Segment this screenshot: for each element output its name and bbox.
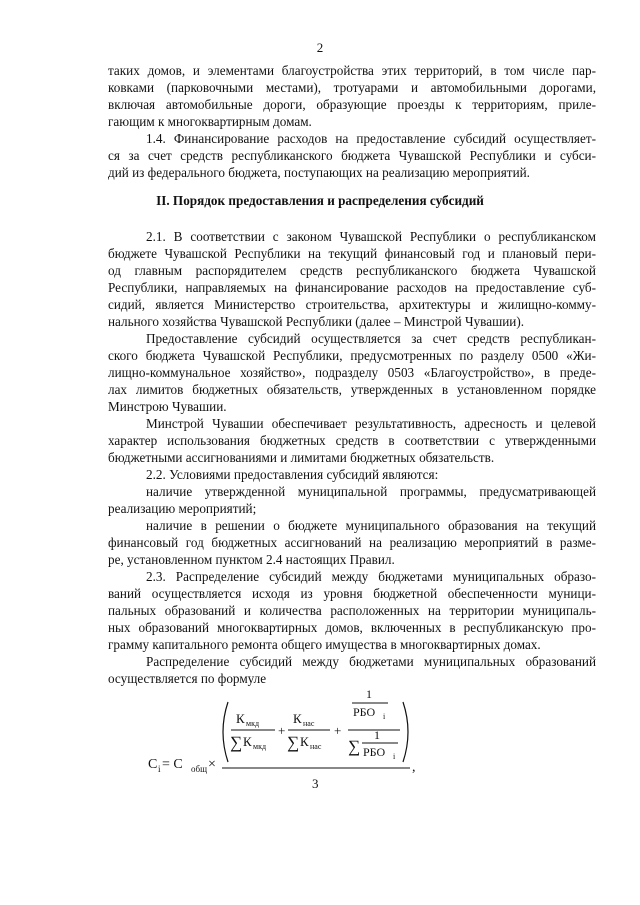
text-line: Предоставление субсидий осуществляется за счет средств республикан- — [146, 331, 596, 346]
text-line: дий из федерального бюджета, поступающих на реализацию мероприятий. — [108, 165, 530, 180]
text-line: лищно-коммунальное хозяйство», подразделу 0503 «Благоустройство», в преде- — [108, 365, 596, 380]
text-line: гающим к многоквартирным домам. — [108, 114, 312, 129]
plus-2: + — [334, 723, 342, 738]
text-line: ных образований многоквартирных домов, включенных в республиканскую про- — [108, 620, 596, 635]
text-line: нального хозяйства Чувашской Республики (далее – Минстрой Чувашии). — [108, 314, 525, 329]
k-mkd-den-sub: мкд — [253, 742, 267, 751]
formula-c: С — [148, 757, 158, 772]
text-line: финансовый год бюджетных ассигнований на реализацию мероприятий в разме- — [108, 535, 596, 550]
one-bottom: 1 — [374, 728, 380, 742]
formula-obsh-sub: общ — [191, 764, 208, 774]
text-line: ского бюджета Чувашской Республики, предусмотренных по разделу 0500 «Жи- — [108, 348, 596, 363]
section-heading: II. Порядок предоставления и распределения субсидий — [156, 193, 484, 208]
text-line: ковками (парковочными местами), тротуарами и автомобильными дорогами, — [108, 80, 596, 95]
text-line: Распределение субсидий между бюджетами муниципальных образований — [146, 654, 596, 669]
formula-times: × — [208, 757, 216, 772]
one-top: 1 — [366, 687, 372, 701]
text-line: 2.3. Распределение субсидий между бюджетами муниципальных образо- — [146, 569, 596, 584]
text-line: пальных образований и количества расположенных на территории муниципаль- — [108, 603, 596, 618]
rbo-bottom-sub: i — [393, 752, 396, 761]
rbo-top-sub: i — [383, 712, 386, 721]
text-line: Республики, направляемых на финансирование расходов на предоставление суб- — [108, 280, 596, 295]
text-line: грамму капитального ремонта общего имущества в многоквартирных домах. — [108, 637, 541, 652]
text-line: 2.1. В соответствии с законом Чувашской Республики о республиканском — [146, 229, 596, 244]
denominator-three: 3 — [312, 776, 319, 791]
formula-comma: , — [412, 760, 416, 775]
k-mkd-num-sub: мкд — [246, 719, 260, 728]
text-line: осуществляется по формуле — [108, 671, 267, 686]
rbo-bottom: РБО — [363, 745, 386, 759]
text-line: реализацию мероприятий; — [108, 501, 257, 516]
sum-sign-1: ∑ — [230, 733, 243, 752]
k-nas-den-sub: нас — [310, 742, 322, 751]
text-line: 1.4. Финансирование расходов на предоставление субсидий осуществляет- — [146, 131, 596, 146]
left-paren — [223, 702, 228, 762]
text-line: бюджете Чувашской Республики на текущий финансовый год и плановый пери- — [108, 246, 596, 261]
k-nas-num: К — [293, 711, 302, 726]
right-paren — [403, 702, 408, 762]
text-line: Минстрою Чувашии. — [108, 399, 227, 414]
text-line: ваний осуществляется исходя из уровня бюджетной обеспеченности муници- — [108, 586, 596, 601]
page-number: 2 — [316, 40, 324, 55]
text-line: наличие утвержденной муниципальной программы, предусматривающей — [146, 484, 596, 499]
sum-sign-2: ∑ — [287, 733, 300, 752]
text-line: бюджетными ассигнованиями и лимитами бюджетных обязательств. — [108, 450, 495, 465]
k-nas-den: К — [300, 734, 309, 749]
text-line: характер использования бюджетных средств в соответствии с утвержденными — [108, 433, 596, 448]
text-line: таких домов, и элементами благоустройства этих территорий, в том числе пар- — [108, 63, 596, 78]
text-line: сидий, является Министерство строительства, архитектуры и жилищно-комму- — [108, 297, 596, 312]
k-nas-num-sub: нас — [303, 719, 315, 728]
text-line: Минстрой Чувашии обеспечивает результативность, адресность и целевой — [146, 416, 596, 431]
sum-sign-3: ∑ — [348, 737, 361, 756]
text-line: 2.2. Условиями предоставления субсидий являются: — [146, 467, 439, 482]
formula-eq: = С — [162, 757, 183, 772]
k-mkd-num: К — [236, 711, 245, 726]
text-line: включая автомобильные дороги, образующие проезды к территориям, приле- — [108, 97, 596, 112]
text-line: лах лимитов бюджетных обязательств, утвержденных в установленном порядке — [108, 382, 596, 397]
text-line: ся за счет средств республиканского бюджета Чувашской Республики и субси- — [108, 148, 596, 163]
plus-1: + — [278, 723, 286, 738]
text-line: ре, установленном пунктом 2.4 настоящих Правил. — [108, 552, 395, 567]
text-line: од главным распорядителем средств республиканского бюджета Чувашской — [108, 263, 596, 278]
formula-c-sub: i — [158, 764, 161, 774]
text-line: наличие в решении о бюджете муниципального образования на текущий — [146, 518, 596, 533]
subsidy-formula — [148, 688, 428, 792]
k-mkd-den: К — [243, 734, 252, 749]
rbo-top: РБО — [353, 705, 376, 719]
